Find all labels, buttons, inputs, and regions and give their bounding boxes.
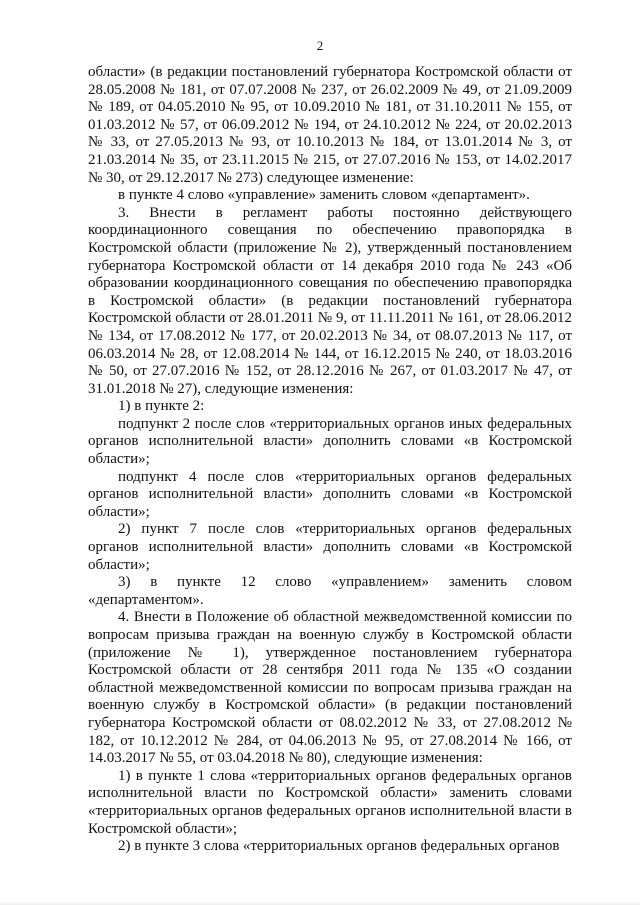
paragraph-point-3: 3) в пункте 12 слово «управлением» заменить словом «департаментом». <box>88 574 572 608</box>
paragraph-point-1: 1) в пункте 2: <box>118 398 205 415</box>
paragraph-item-4-change: в пункте 4 слово «управление» заменить словом «департамент». <box>118 187 530 204</box>
paragraph-subpoint-4: подпункт 4 после слов «территориальных органов федеральных органов исполнительной власти» дополнить словами «в Костромской области»; <box>88 468 572 520</box>
paragraph-continuation: области» (в редакции постановлений губернатора Костромской области от 28.05.2008 № 181, от 07.07.2008 № 237, от 26.02.2009 № 49, от 21.09.2009 № 189, от 04.05.2010 № 95, от 10.09.2010 № 181, от 31.10.2011 № 155, от 01.03.2012 № 57, от 06.09.2012 № 194, от 24.10.2012 № 224, от 20.02.2013 № 33, от 27.05.2013 № 93, от 10.10.2013 № 184, от 13.01.2014 № 3, от 21.03.2014 № 35, от 23.11.2015 № 215, от 27.07.2016 № 153, от 14.02.2017 № 30, от 29.12.2017 № 273) следующее изменение: <box>88 64 572 186</box>
paragraph-section-3: 3. Внести в регламент работы постоянно действующего координационного совещания по обеспечению правопорядка в Костромской области (приложение № 2), утвержденный постановлением губернатора Костромской области от 14 декабря 2010 года № 243 «Об образовании координационного совещания по обеспечению правопорядка в Костромской области» (в редакции постановлений губернатора Костромской области от 28.01.2011 № 9, от 11.11.2011 № 161, от 28.06.2012 № 134, от 17.08.2012 № 177, от 20.02.2013 № 34, от 08.07.2013 № 117, от 06.03.2014 № 28, от 12.08.2014 № 144, от 16.12.2015 № 240, от 18.03.2016 № 50, от 27.07.2016 № 152, от 28.12.2016 № 267, от 01.03.2017 № 47, от 31.01.2018 № 27), следующие изменения: <box>88 204 572 397</box>
paragraph-section-4: 4. Внести в Положение об областной межведомственной комиссии по вопросам призыва граждан на военную службу в Костромской области (приложение № 1), утвержденное постановлением губернатора Костромской области от 28 сентября 2011 года № 135 «О создании областной межведомственной комиссии по вопросам призыва граждан на военную службу в Костромской области» (в редакции постановлений губернатора Костромской области от 08.02.2012 № 33, от 27.08.2012 № 182, от 10.12.2012 № 284, от 04.06.2013 № 95, от 27.08.2014 № 166, от 14.03.2017 № 55, от 03.04.2018 № 80), следующие изменения: <box>88 609 572 767</box>
scan-bottom-edge <box>0 901 640 905</box>
document-body <box>88 64 572 856</box>
page-number: 2 <box>316 38 324 53</box>
paragraph-point-2: 2) пункт 7 после слов «территориальных органов федеральных органов исполнительной власти» дополнить словами «в Костромской области»; <box>88 521 572 573</box>
paragraph-section-4-point-2: 2) в пункте 3 слова «территориальных органов федеральных органов <box>118 838 560 855</box>
paragraph-subpoint-2: подпункт 2 после слов «территориальных органов иных федеральных органов исполнительной власти» дополнить словами «в Костромской области»; <box>88 415 572 468</box>
paragraph-section-4-point-1: 1) в пункте 1 слова «территориальных органов федеральных органов исполнительной власти по Костромской области» заменить словами «территориальных органов федеральных органов исполнительной власти в Костромской области»; <box>88 767 572 837</box>
